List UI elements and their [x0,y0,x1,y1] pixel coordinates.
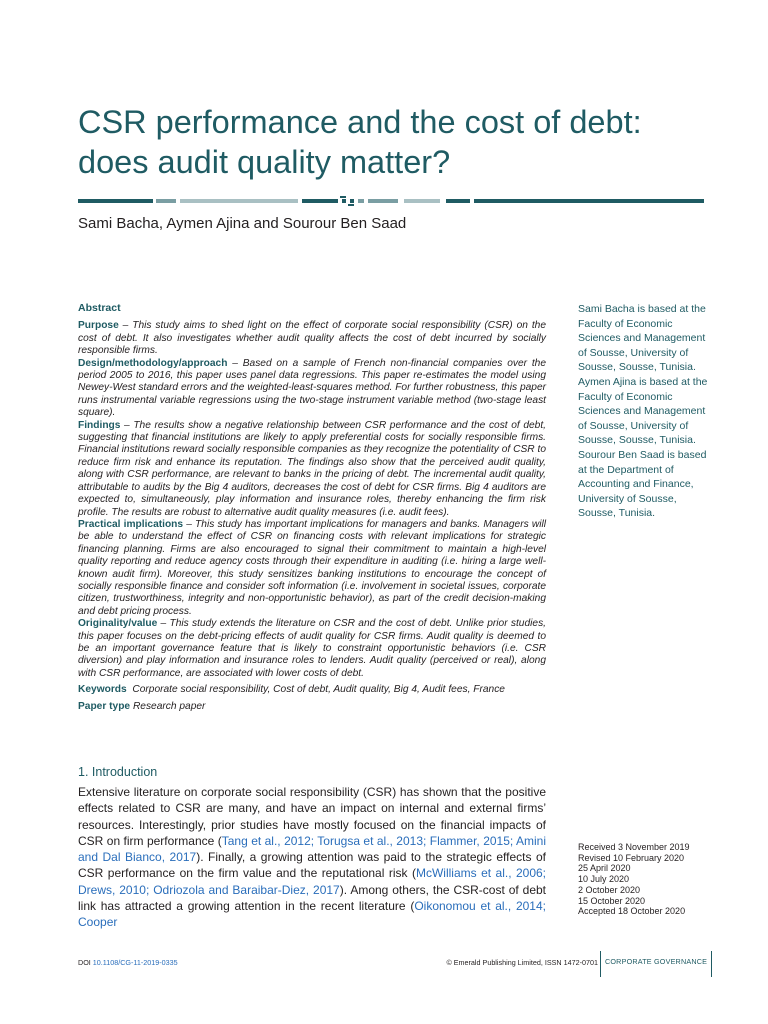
abstract-heading: Abstract [78,302,121,314]
abstract-design [78,358,546,420]
author-affiliations [578,302,708,521]
date-line: Revised 10 February 2020 [578,852,685,863]
findings-label: Findings [78,419,121,431]
practical-label: Practical implications [78,518,184,530]
date-line: 15 October 2020 [578,895,646,906]
abstract-findings [78,420,546,519]
paper-type-label: Paper type [78,700,131,712]
citation-link[interactable]: Tang et al., 2012; Torugsa et al., 2013; Flammer, 2015; Amini and Dal Bianco, 2017 [78,833,546,865]
date-line: Received 3 November 2019 [578,842,690,852]
originality-label: Originality/value [78,618,158,630]
keywords-text: Corporate social responsibility, Cost of debt, Audit quality, Big 4, Audit fees, France [132,684,505,696]
footer-publisher: © Emerald Publishing Limited, ISSN 1472-0701 [446,958,598,967]
date-line: 2 October 2020 [578,884,641,895]
date-line: 25 April 2020 [578,863,631,874]
paper-title: CSR performance and the cost of debt: does audit quality matter? [78,104,642,180]
purpose-text: – This study aims to shed light on the effect of corporate social responsibility (CSR) on the cost of debt. It also investigates whether audit quality affects the cost of debt incurred by socially responsible firms. [78,320,546,357]
journal-name: CORPORATE GOVERNANCE [600,951,712,977]
purpose-label: Purpose [78,320,119,332]
findings-text: – The results show a negative relationship between CSR performance and the cost of debt, suggesting that financial institutions are likely to apply preferential costs for socially responsible firms. Financial institutions reward socially responsible companies as they recognize the potentiality of CSR to reduce firm risk and enhance its reputation. The findings also show that the perceived audit quality, along with CSR performance, are relevant to banks in the pricing of debt. The incremental audit quality, attributable to audits by the Big 4 auditors, decreases the cost of debt for CSR firms. Big 4 auditors are expected to, simultaneously, play information and insurance roles, thereby enhancing the firm risk profile. The results are robust to alternative audit quality measures (i.e. audit fees). [78,419,546,518]
footer-doi [78,958,178,967]
abstract-practical [78,519,546,618]
abstract [78,302,546,713]
citation-link[interactable]: Oikonomou et al., 2014; Cooper [78,899,546,930]
design-label: Design/methodology/approach [78,357,228,369]
submission-dates [578,842,718,917]
title-divider [78,196,704,206]
intro-text: Extensive literature on corporate social responsibility (CSR) has shown that the positive effects related to CSR are many, and have an impact on internal and external firms’ resources. Interestingly, prior studies have mostly focused on the financial impacts of CSR on firm performance ( [78,785,546,848]
authors: Sami Bacha, Aymen Ajina and Sourour Ben Saad [78,215,407,232]
affiliation-item: Aymen Ajina is based at the Faculty of Economic Sciences and Management of Sousse, University of Sousse, Sousse, Tunisia. [578,375,708,447]
abstract-paper-type [78,701,546,713]
date-line: Accepted 18 October 2020 [578,906,686,917]
citation-link[interactable]: McWilliams et al., 2006; Drews, 2010; Odriozola and Baraibar-Diez, 2017 [78,866,547,897]
section-heading: 1. Introduction [78,765,158,779]
paper-type-text: Research paper [132,700,206,712]
intro-paragraph [78,784,546,931]
practical-text: – This study has important implications for managers and banks. Managers will be able to understand the effect of CSR on financing costs with relevant implications for strategic financing planning. Firms are also encouraged to signal their commitment to maintain a high-level quality reporting and reduce agency costs through their expenditure in auditing (i.e. hiring a large well-known audit firm). Moreover, this study sensitizes banking institutions to encourage the concept of socially responsible finance and consider soft information (i.e. involvement in societal issues, corporate citizen, trustworthiness, integrity and non-opportunistic behavior), as part of the credit decision-making and debt pricing process. [78,518,546,617]
abstract-purpose [78,320,546,357]
doi-link[interactable]: 10.1108/CG-11-2019-0335 [92,958,178,967]
originality-text: – This study extends the literature on CSR and the cost of debt. Unlike prior studies, this paper focuses on the debt-pricing effects of audit quality for CSR firms. Audit quality is deemed to be an important governance feature that is likely to constraint opportunistic behaviors (i.e. CSR diversion) and play information and insurance roles to lenders. Audit quality (perceived or real), along with CSR performance, are associated with lower costs of debt. [78,618,546,679]
doi-label: DOI [78,958,93,967]
intro-text: ). Among others, the CSR-cost of debt link has attracted a growing attention in the recent literature ( [78,882,547,914]
affiliation-item: Sourour Ben Saad is based at the Department of Accounting and Finance, University of Sousse, Sousse, Tunisia. [578,448,707,520]
intro-text: ). Finally, a growing attention was paid to the strategic effects of CSR performance on the firm value and the reputational risk ( [78,850,546,881]
abstract-keywords [78,684,546,696]
date-line: 10 July 2020 [578,874,630,885]
affiliation-item: Sami Bacha is based at the Faculty of Economic Sciences and Management of Sousse, University of Sousse, Sousse, Tunisia. [578,303,706,374]
abstract-originality [78,618,546,680]
keywords-label: Keywords [78,684,127,696]
design-text: – Based on a sample of French non-financial companies over the period 2005 to 2016, this paper uses panel data regressions. This paper re-estimates the model using Newey-West standard errors and the weighted-least-squares method. For further robustness, this paper runs instrumental variable regressions using the two-stage instrument variable method (two-stage least square). [78,357,546,419]
